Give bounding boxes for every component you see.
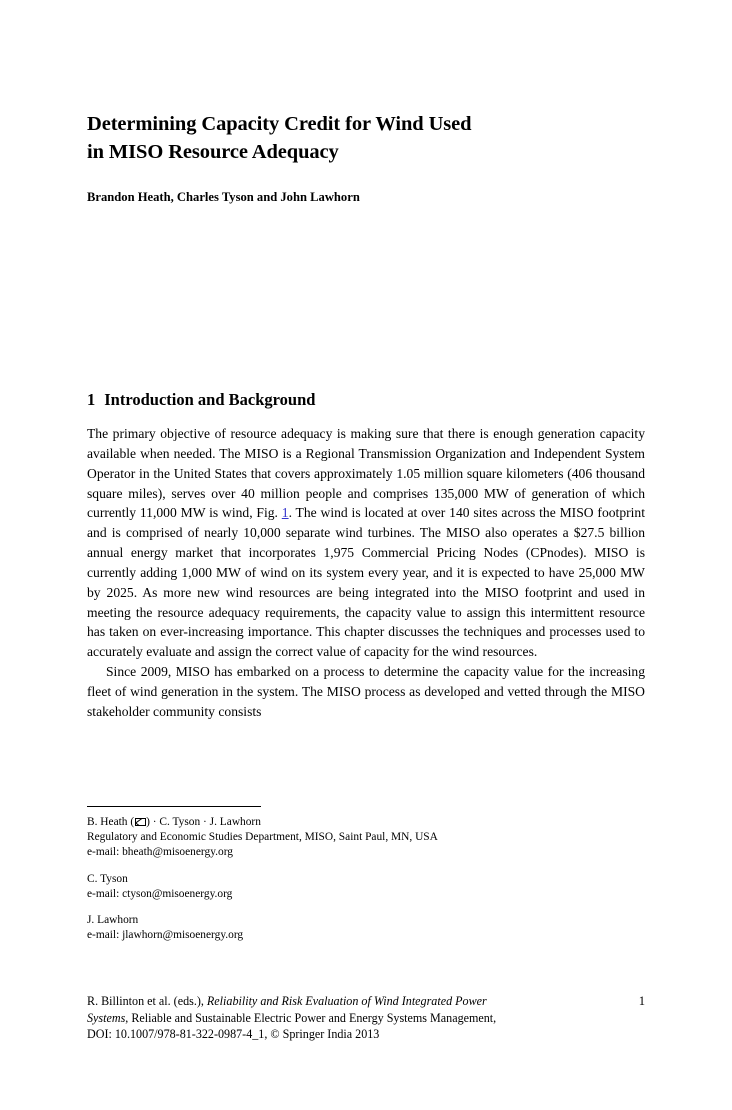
author-list: Brandon Heath, Charles Tyson and John Lawhorn [87, 190, 360, 204]
page-number: 1 [638, 994, 645, 1008]
body-text [87, 424, 645, 722]
paragraph-1-text-b: . The wind is located at over 140 sites across the MISO footprint and is comprised of nearly 10,000 separate wind turbines. The MISO also operates a $27.5 billion annual energy market that incorporates 1,975 Commercial Pricing Nodes (CPnodes). MISO is currently adding 1,000 MW of wind on its system every year, and it is expected to have 25,000 MW by 2025. As more new wind resources are being integrated into the MISO footprint and used in meeting the resource adequacy requirements, the capacity value to assign this intermittent resource has taken on ever-increasing importance. This chapter discusses the techniques and processes used to accurately evaluate and assign the correct value of capacity for the wind resources. [87, 505, 645, 660]
section-number: 1 [87, 389, 96, 409]
citation-book-title-part-2: Systems [87, 1010, 126, 1025]
envelope-icon [135, 818, 146, 826]
figure-1-link[interactable]: 1 [281, 505, 289, 521]
section-heading [87, 389, 647, 411]
section-title: Introduction and Background [104, 389, 316, 409]
title-line-1: Determining Capacity Credit for Wind Used [87, 112, 472, 135]
footnote-author-2-name: C. Tyson [87, 872, 128, 885]
page-title [87, 110, 647, 166]
footnote-author-1 [87, 815, 645, 861]
citation-line-2 [87, 1010, 607, 1027]
citation-line-1 [87, 993, 607, 1010]
footnote-author-1-email[interactable]: e-mail: bheath@misoenergy.org [87, 846, 233, 859]
footnote-author-1-affiliation: Regulatory and Economic Studies Department, MISO, Saint Paul, MN, USA [87, 831, 438, 844]
footnote-author-3-name: J. Lawhorn [87, 914, 139, 927]
citation-series: , Reliable and Sustainable Electric Power and Energy Systems Management, [125, 1010, 497, 1025]
paragraph-2: Since 2009, MISO has embarked on a process to determine the capacity value for the increasing fleet of wind generation in the system. The MISO process as developed and vetted through the MISO stakeholder community consists [87, 664, 645, 719]
footnote-author-2-email[interactable]: e-mail: ctyson@misoenergy.org [87, 887, 233, 900]
footnote-divider [87, 806, 261, 807]
footnote-author-2 [87, 872, 645, 902]
citation-line-3: DOI: 10.1007/978-81-322-0987-4_1, © Springer India 2013 [87, 1027, 380, 1042]
citation-book-title-part-1: Reliability and Risk Evaluation of Wind Integrated Power [206, 994, 487, 1008]
title-line-2: in MISO Resource Adequacy [87, 140, 339, 163]
paragraph-1-text-a: The primary objective of resource adequacy is making sure that there is enough generation capacity available when needed. The MISO is a Regional Transmission Organization and Independent System Operator in the United States that covers approximately 1.05 million square kilometers (406 thousand square miles), serves over 40 million people and comprises 135,000 MW of generation of which currently 11,000 MW is wind, Fig. [87, 426, 645, 521]
footnote-author-1-names-prefix: B. Heath ( [87, 816, 135, 828]
series-citation [87, 993, 607, 1043]
footnote-author-1-names [87, 815, 645, 830]
paragraph-1 [87, 424, 645, 662]
footnote-author-1-names-suffix: ) · C. Tyson · J. Lawhorn [146, 816, 261, 828]
footnote-author-3 [87, 913, 645, 943]
footnote-author-3-email[interactable]: e-mail: jlawhorn@misoenergy.org [87, 929, 244, 942]
footnote-block [87, 815, 645, 943]
citation-editors: R. Billinton et al. (eds.), [87, 994, 207, 1008]
